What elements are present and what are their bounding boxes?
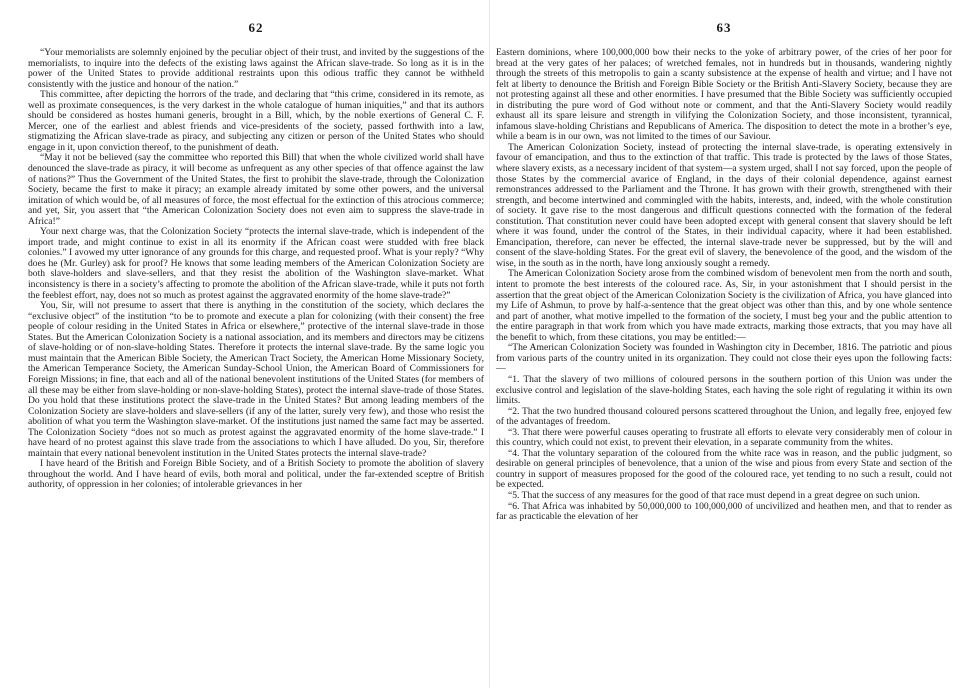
paragraph: “The American Colonization Society was founded in Washington city in December, 1816. The patriotic and pious from various parts of the country united in its organization. They could not close their eyes upon the following facts:— [496,342,952,375]
paragraph: “4. That the voluntary separation of the coloured from the white race was in reason, and the public judgment, so desirable on general principles of benevolence, that a union of the wise and pious from every State and section of the country in support of measures proposed for the good of the coloured race, yet tending to no such a result, could not be expected. [496,447,952,491]
paragraph: This committee, after depicting the horrors of the trade, and declaring that “this crime, considered in its remote, as well as proximate consequences, is the very darkest in the whole catalogue of human iniquities,” and that its authors should be considered as hostes humani generis, brought in a Bill, which, by the noble exertions of General C. F. Mercer, one of the earliest and ablest friends and vice-presidents of the society, passed forthwith into a law, stigmatizing the African slave-trade as piracy, and subjecting any citizen or person of the United States who should engage in it, upon conviction thereof, to the punishment of death. [28,89,484,153]
page-gutter [489,0,490,688]
paragraph: “1. That the slavery of two millions of coloured persons in the southern portion of this Union was under the exclusive control and legislation of the slave-holding States, each having the sole right of regulating it within its own limits. [496,373,952,407]
paragraph: “Your memorialists are solemnly enjoined by the peculiar object of their trust, and invited by the suggestions of the memorialists, to inquire into the defects of the existing laws against the African slave-trade. So long as it is in the power of the United States to provide additional restraints upon this odious traffic they cannot be withheld consistently with the justice and honour of the nation.” [28,47,484,90]
paragraph: “3. That there were powerful causes operating to frustrate all efforts to elevate very considerably men of colour in this country, which could not exist, to prevent their elevation, in a separate community from the whites. [496,426,952,449]
paragraph: The American Colonization Society arose from the combined wisdom of benevolent men from the north and south, intent to promote the best interests of the coloured race. As, Sir, in your astonishment that I should persist in the assertion that the great object of the American Colonization Society is the civilization of Africa, you have glanced into my Life of Ashmun, to prove by half-a-sentence that the great object was other than this, and by one whole sentence and part of another, what motive impelled to the formation of the society, I must beg your and the public attention to the entire paragraph in that work from which you have made extracts, marking those extracts, that you may have all the benefit to which, from these citations, you may be entitled:— [496,268,952,343]
right-page [496,0,952,688]
page-number: 63 [716,20,732,35]
paragraph: Your next charge was, that the Colonization Society “protects the internal slave-trade, which is independent of the import trade, and might continue to exist in all its enormity if the African coast were studded with free black colonies.” I avowed my utter ignorance of any grounds for this charge, and requested proof. What is your reply? “Why does he (Mr. Gurley) ask for proof? He knows that some leading members of the American Colonization Society are both slave-holders and slave-sellers, and that they resist the abolition of the Washington slave-market. What inconsistency is there in a society’s affecting to promote the abolition of the African slave-trade, while it puts not forth the feeblest effort, nay, does not so much as protest against the aggravated enormity of the home slave-trade?” [28,226,484,301]
paragraph: “6. That Africa was inhabited by 50,000,000 to 100,000,000 of uncivilized and heathen men, and that to render as far as practicable the elevation of her [496,500,952,523]
left-page [28,0,484,688]
paragraph: The American Colonization Society, instead of protecting the internal slave-trade, is operating extensively in favour of emancipation, and thus to the extinction of that traffic. This trade is protected by the laws of those States, where slavery exists, as a necessary incident of that system—a system urged, shall I not say forced, upon the people of those States by the commercial avarice of England, in the days of their colonial dependence, against earnest remonstrances addressed to the Parliament and the Throne. It has grown with their growth, strengthened with their strength, and become intertwined and commingled with the habits, interests, and, indeed, with the whole constitution of society. It gave rise to the most dangerous and difficult questions connected with the formation of the federal constitution. That constitution never could have been adopted except with general consent that slavery should be left where it was found, under the control of the States, in their individual capacity, where it had been established. Emancipation, therefore, can never be effected, the internal slave-trade never be suppressed, but by the will and consent of the slave-holding States. For the great evil of slavery, the benevolence of the good, and the wisdom of the wise, in the south as in the north, have long anxiously sought a remedy. [496,141,952,269]
page-number: 62 [248,20,264,35]
page-body [28,48,484,491]
paragraph: “May it not be believed (say the committee who reported this Bill) that when the whole civilized world shall have denounced the slave-trade as piracy, it will become as unfrequent as any other species of that offence against the law of nations?” Thus the Government of the United States, the first to prohibit the slave-trade, through the Colonization Society, became the first to make it piracy; an example already imitated by some other powers, and the universal imitation of which would be, of all measures of force, the most effectual for the extinction of this atrocious commerce; and yet, Sir, you assert that “the American Colonization Society does not even aim to suppress the slave-trade in Africa!” [28,152,484,227]
page-body [496,48,952,523]
paragraph: Eastern dominions, where 100,000,000 bow their necks to the yoke of arbitrary power, of the cries of her poor for bread at the very gates of her palaces; of wretched females, not in hundreds but in thousands, wandering nightly through the streets of this metropolis to gain a scanty subsistence at the expense of health and virtue; and I have not felt at liberty to denounce the British and Foreign Bible Society or the British Anti-Slavery Society, because they are not protesting against all these and other enormities. I have presumed that the Bible Society was sufficiently occupied in distributing the pure word of God without note or comment, and that the Anti-Slavery Society would readily exhaust all its spare leisure and strength in vilifying the Colonization Society, and those inconsistent, tyrannical, infamous slave-holding Christians and Republicans of America. The disposition to detect the mote in a brother’s eye, while a beam is in our own, was not limited to the times of our Saviour. [496,47,952,143]
paragraph: You, Sir, will not presume to assert that there is anything in the constitution of the society, which declares the “exclusive object” of the institution “to be to promote and execute a plan for colonizing (with their consent) the free people of colour residing in the United States in Africa or elsewhere,” protective of the internal slave-trade in those States. But the American Colonization Society is a national association, and its members and directors may be citizens of slave-holding or of non-slave-holding States. Therefore it protects the internal slave-trade. By the same logic you must maintain that the American Bible Society, the American Tract Society, the American Home Missionary Society, the American Temperance Society, the American Sunday-School Union, the American Board of Commissioners for Foreign Missions; in fine, that each and all of the national benevolent institutions of the United States (for members of all these may be either from slave-holding or non-slave-holding States), protect the internal slave-trade of those States. Do you hold that these institutions protect the slave-trade in the United States? But among leading members of the Colonization Society are slave-holders and slave-sellers (if any of the latter, surely very few), and those who resist the abolition of what you term the Washington slave-market. Of the institutions just named the same fact may be asserted. The Colonization Society “does not so much as protest against the aggravated enormity of the home slave-trade.” I have heard of no protest against this slave trade from the associations to which I have alluded. Do you, Sir, therefore maintain that every national benevolent institution in the United States protects the internal slave-trade? [28,300,484,459]
paragraph: “5. That the success of any measures for the good of that race must depend in a great degree on such union. [508,489,920,501]
paragraph: I have heard of the British and Foreign Bible Society, and of a British Society to promote the abolition of slavery throughout the world. And I have heard of evils, both moral and political, under the far-extended sceptre of British authority, of oppression in her colonies; of intolerable grievances in her [28,458,484,491]
paragraph: “2. That the two hundred thousand coloured persons scattered throughout the Union, and legally free, enjoyed few of the advantages of freedom. [496,405,952,428]
